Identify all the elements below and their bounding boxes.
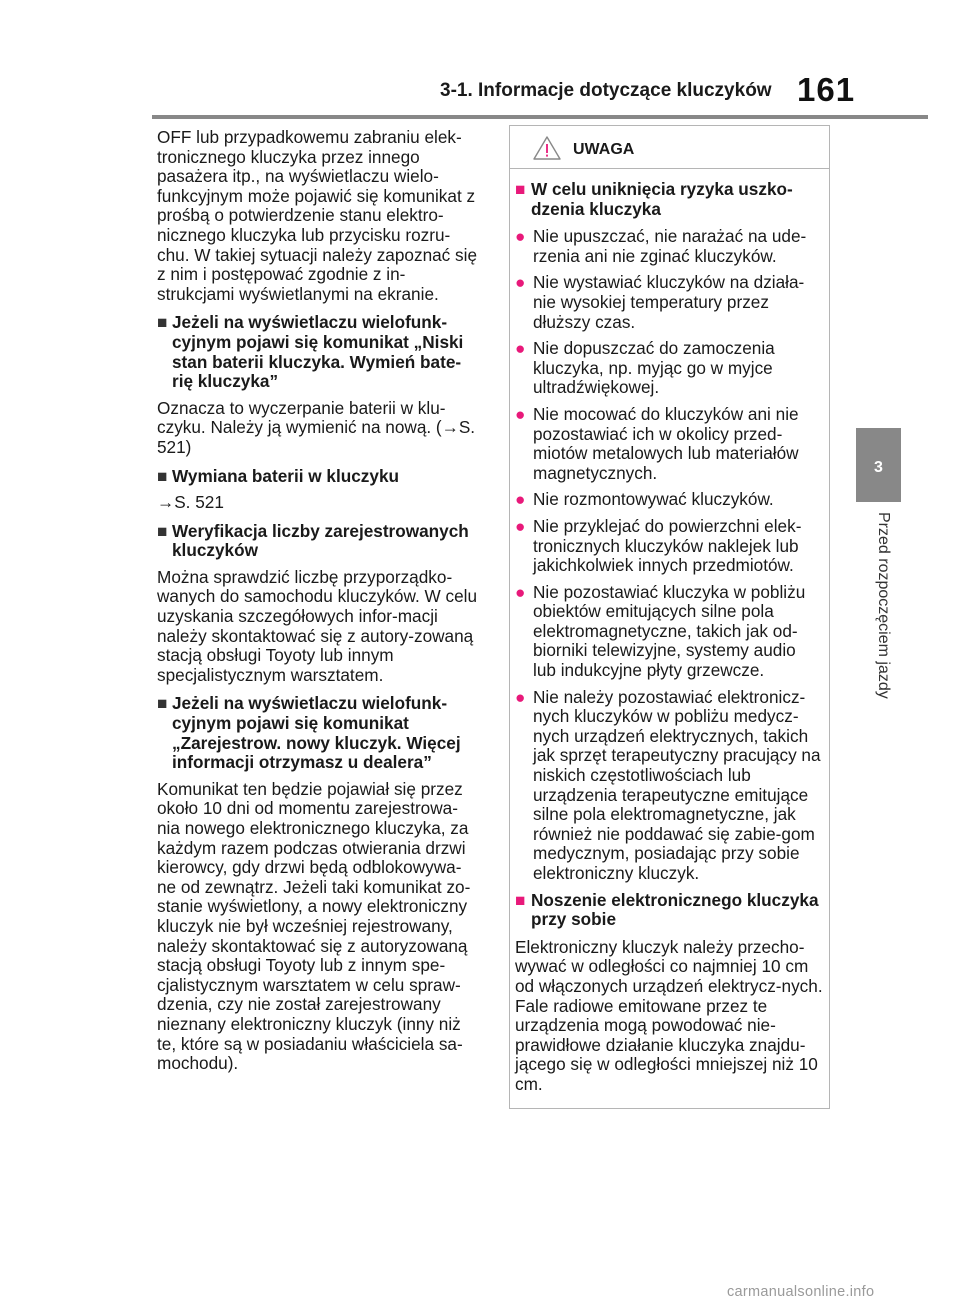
list-item — [515, 517, 823, 576]
section-body: Można sprawdzić liczbę przyporządko-wanych do samochodu kluczyków. W celu uzyskania szczegółowych infor-macji należy skontaktować się z autory-zowaną stacją obsługi Toyoty lub innym specjalistycznym warsztatem. — [157, 566, 478, 685]
warning-body — [510, 169, 829, 1095]
warning-triangle-icon — [533, 136, 561, 160]
list-item — [515, 688, 823, 884]
list-item-text: Nie pozostawiać kluczyka w pobliżu obiektów emitujących silne pola elektromagnetyczne, takich jak od-biorniki telewizyjne, systemy audio lub indukcyjne płyty grzewcze. — [533, 581, 806, 681]
chapter-tab: 3 — [856, 428, 901, 502]
list-item — [515, 339, 823, 398]
left-column — [157, 128, 479, 1083]
square-bullet-icon: ■ — [157, 465, 168, 486]
section-body: Oznacza to wyczerpanie baterii w klu-czyku. Należy ją wymienić na nową. (→S. 521) — [157, 397, 476, 457]
warning-header — [510, 126, 829, 169]
list-item — [515, 405, 823, 483]
warning-heading — [515, 891, 823, 930]
section-heading-text: Weryfikacja liczby zarejestrowanych kluczyków — [172, 520, 469, 561]
list-item-text: Nie wystawiać kluczyków na działa-nie wysokiej temperatury przez dłuższy czas. — [533, 272, 805, 332]
section-body: Komunikat ten będzie pojawiał się przez około 10 dni od momentu zarejestrowa-nia nowego elektronicznego kluczyka, za każdym razem podczas otwierania drzwi kierowcy, gdy drzwi będą odblokowywa-ne od zewnątrz. Jeżeli taki komunikat zo-stanie wyświetlony, a nowy elektroniczny kluczyk nie był wcześniej rejestrowany, należy skontaktować się z autoryzowaną stacją obsługi Toyoty lub z innym spe-cjalistycznym warsztatem w celu spraw-dzenia, czy nie został zarejestrowany nieznany elektroniczny kluczyk (inny niż te, które są w posiadaniu właściciela sa-mochodu). — [157, 778, 471, 1074]
square-bullet-icon: ■ — [515, 179, 526, 199]
watermark: carmanualsonline.info — [727, 1284, 875, 1300]
list-item — [515, 490, 823, 510]
section-heading-text: Wymiana baterii w kluczyku — [172, 465, 400, 486]
page-number: 161 — [797, 71, 856, 108]
square-bullet-icon: ■ — [157, 520, 168, 541]
square-bullet-icon: ■ — [157, 312, 168, 333]
warning-box — [509, 125, 830, 1109]
section-heading — [157, 313, 479, 391]
list-item-text: Nie mocować do kluczyków ani nie pozostawiać ich w okolicy przed-miotów metalowych lub materiałów magnetycznych. — [533, 403, 799, 483]
square-bullet-icon: ■ — [157, 693, 168, 714]
warning-heading — [515, 180, 823, 219]
header-divider — [152, 115, 928, 119]
list-item-text: Nie należy pozostawiać elektronicz-nych kluczyków w pobliżu medycz-nych urządzeń elektrycznych, takich jak sprzęt terapeutyczny pracujący na niskich częstotliwościach lub urządzenia terapeutyczne emitujące silne pola elektromagnetyczne, jak również nie poddawać się zabie-gom medycznym, posiadając przy sobie elektroniczny kluczyk. — [533, 686, 821, 883]
intro-paragraph: OFF lub przypadkowemu zabraniu elek-tronicznego kluczyka przez innego pasażera itp., na wyświetlaczu wielo-funkcyjnym może pojawić się komunikat z prośbą o potwierdzenie stanu elektro-nicznego kluczyka lub przycisku rozru-chu. W takiej sytuacji należy zapoznać się z nim i postępować zgodnie z in-strukcjami wyświetlanymi na ekranie. — [157, 127, 478, 304]
circle-bullet-icon: ● — [515, 226, 526, 247]
circle-bullet-icon: ● — [515, 489, 526, 510]
list-item-text: Nie dopuszczać do zamoczenia kluczyka, np. myjąc go w myjce ultradźwiękowej. — [533, 338, 775, 398]
chapter-label: Przed rozpoczęciem jazdy — [875, 512, 892, 699]
section-heading — [157, 694, 479, 772]
list-item — [515, 583, 823, 681]
warning-label: UWAGA — [573, 141, 635, 158]
section-body: →S. 521 — [157, 492, 224, 513]
section-heading — [157, 522, 479, 561]
circle-bullet-icon: ● — [515, 515, 526, 536]
list-item-text: Nie rozmontowywać kluczyków. — [533, 489, 774, 510]
circle-bullet-icon: ● — [515, 686, 526, 707]
list-item — [515, 227, 823, 266]
section-heading-text: Jeżeli na wyświetlaczu wielofunk-cyjnym pojawi się komunikat „Zarejestrow. nowy kluczyk. Więcej informacji otrzymasz u dealera” — [172, 693, 461, 773]
warning-heading-text: Noszenie elektronicznego kluczyka przy sobie — [531, 889, 819, 930]
warning-paragraph: Elektroniczny kluczyk należy przecho-wywać w odległości co najmniej 10 cm od włączonych urządzeń elektrycz-nych. Fale radiowe emitowane przez te urządzenia mogą powodować nie-prawidłowe działanie kluczyka znajdu-jącego się w odległości mniejszej niż 10 cm. — [515, 936, 823, 1094]
warning-heading-text: W celu uniknięcia ryzyka uszko-dzenia kluczyka — [531, 179, 793, 219]
section-heading-text: Jeżeli na wyświetlaczu wielofunk-cyjnym pojawi się komunikat „Niski stan baterii kluczyka. Wymień bate-rię kluczyka” — [172, 312, 464, 392]
section-title: 3-1. Informacje dotyczące kluczyków — [440, 80, 772, 101]
section-heading — [157, 467, 479, 487]
list-item-text: Nie upuszczać, nie narażać na ude-rzenia ani nie zginać kluczyków. — [533, 226, 807, 266]
list-item-text: Nie przyklejać do powierzchni elek-tronicznych kluczyków naklejek lub jakichkolwiek innych przedmiotów. — [533, 515, 802, 576]
circle-bullet-icon: ● — [515, 403, 526, 424]
list-item — [515, 273, 823, 332]
circle-bullet-icon: ● — [515, 581, 526, 602]
square-bullet-icon: ■ — [515, 889, 526, 910]
circle-bullet-icon: ● — [515, 338, 526, 359]
circle-bullet-icon: ● — [515, 272, 526, 293]
